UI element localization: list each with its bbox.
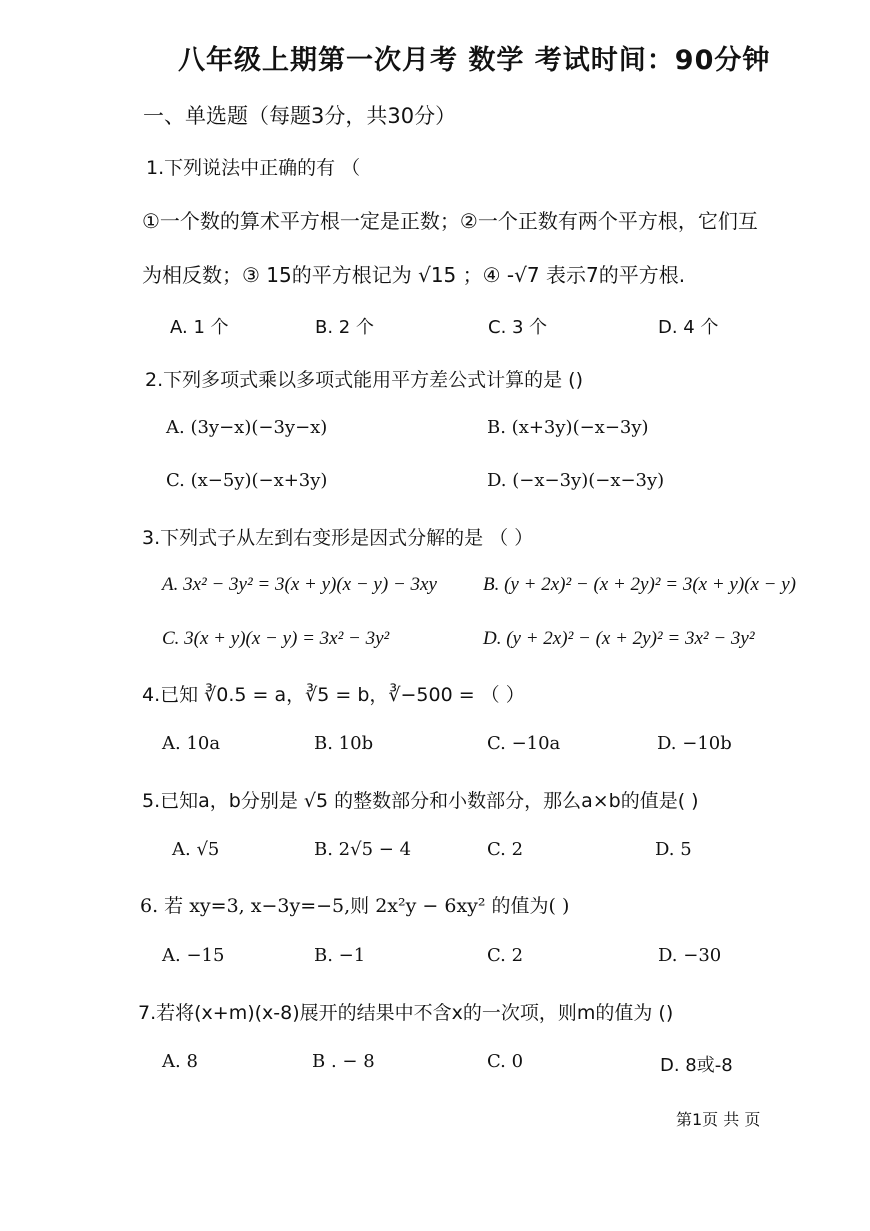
question-2-stem: 2.下列多项式乘以多项式能用平方差公式计算的是 (): [145, 369, 583, 391]
question-7-stem: 7.若将(x+m)(x-8)展开的结果中不含x的一次项，则m的值为 (): [138, 1002, 674, 1024]
question-7-option-b: B . − 8: [312, 1051, 375, 1072]
question-3-option-d: D. (y + 2x)² − (x + 2y)² = 3x² − 3y²: [483, 628, 755, 649]
question-4-option-a: A. 10a: [162, 733, 221, 754]
question-5-option-b: B. 2√5 − 4: [314, 839, 412, 860]
question-4-option-c: C. −10a: [487, 733, 561, 754]
question-2-option-b: B. (x+3y)(−x−3y): [487, 417, 649, 438]
question-5-option-d: D. 5: [655, 839, 692, 860]
question-4-stem: 4.已知 ∛0.5 = a，∛5 = b，∛−500 = （ ）: [142, 684, 525, 706]
question-6-option-d: D. −30: [658, 945, 722, 966]
question-2-option-a: A. (3y−x)(−3y−x): [166, 417, 328, 438]
question-2-option-d: D. (−x−3y)(−x−3y): [487, 470, 665, 491]
question-6-option-a: A. −15: [162, 945, 225, 966]
question-3-option-c: C. 3(x + y)(x − y) = 3x² − 3y²: [162, 628, 390, 649]
question-1-option-a: A. 1 个: [170, 317, 229, 338]
question-1-option-c: C. 3 个: [488, 317, 548, 338]
question-6-option-b: B. −1: [314, 945, 366, 966]
question-1-option-d: D. 4 个: [658, 317, 719, 338]
question-2-option-c: C. (x−5y)(−x+3y): [166, 470, 328, 491]
question-6-stem: 6. 若 xy=3, x−3y=−5,则 2x²y − 6xy² 的值为( ): [140, 895, 570, 917]
question-5-option-a: A. √5: [172, 839, 220, 860]
question-4-option-d: D. −10b: [657, 733, 732, 754]
question-4-option-b: B. 10b: [314, 733, 374, 754]
page-number: 第1页 共 页: [676, 1110, 761, 1129]
section-heading: 一、单选题（每题3分，共30分）: [143, 104, 457, 128]
question-5-stem: 5.已知a，b分别是 √5 的整数部分和小数部分，那么a×b的值是( ): [142, 790, 699, 812]
question-3-option-b: B. (y + 2x)² − (x + 2y)² = 3(x + y)(x − y): [483, 574, 797, 595]
question-7-option-a: A. 8: [162, 1051, 198, 1072]
question-7-option-d: D. 8或-8: [660, 1055, 733, 1076]
question-5-option-c: C. 2: [487, 839, 524, 860]
page-title: 八年级上期第一次月考 数学 考试时间：90分钟: [178, 45, 771, 76]
question-1-option-b: B. 2 个: [315, 317, 374, 338]
question-3-option-a: A. 3x² − 3y² = 3(x + y)(x − y) − 3xy: [162, 574, 437, 595]
question-1-stem: 1.下列说法中正确的有 （: [146, 157, 361, 179]
question-1-statement-line-1: ①一个数的算术平方根一定是正数；②一个正数有两个平方根，它们互: [142, 209, 758, 233]
question-7-option-c: C. 0: [487, 1051, 524, 1072]
question-3-stem: 3.下列式子从左到右变形是因式分解的是 （ ）: [142, 527, 534, 549]
question-6-option-c: C. 2: [487, 945, 524, 966]
question-1-statement-line-2: 为相反数；③ 15的平方根记为 √15 ；④ -√7 表示7的平方根.: [142, 263, 686, 287]
